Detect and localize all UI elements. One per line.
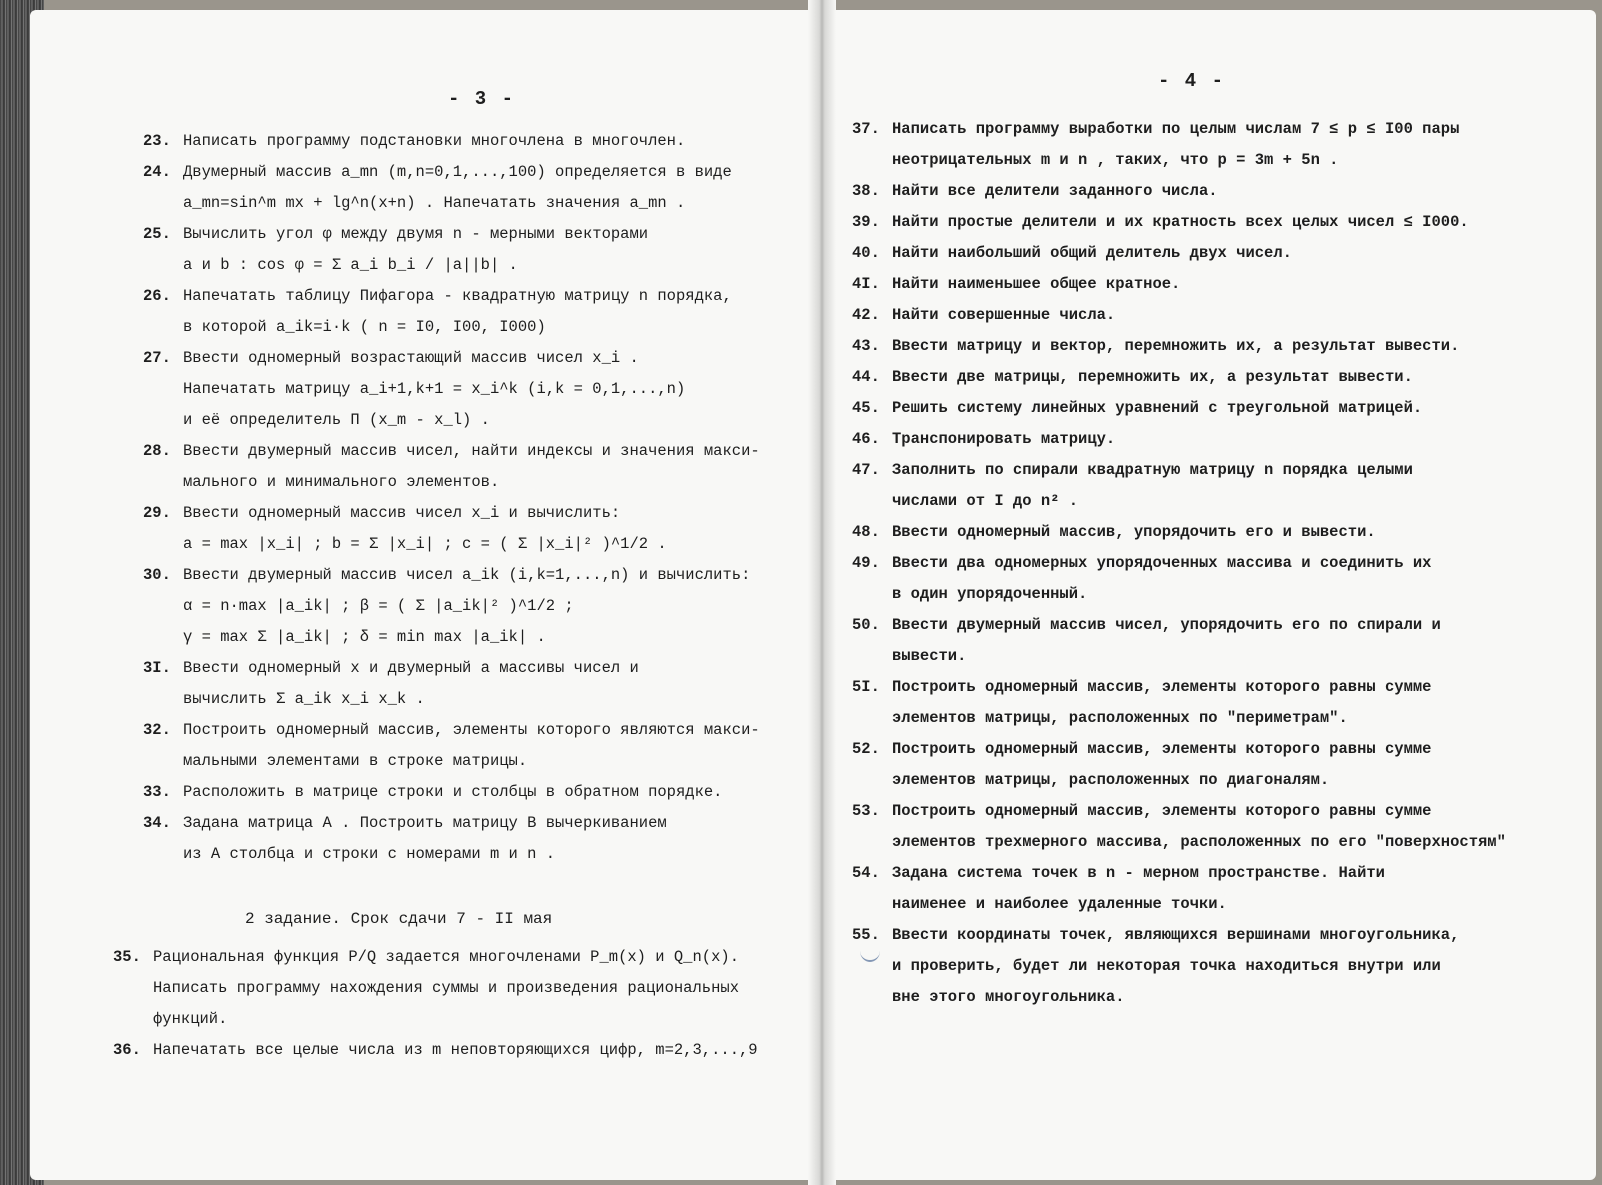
task-line: Ввести координаты точек, являющихся вершинами многоугольника, bbox=[892, 926, 1460, 944]
task-number: 30. bbox=[143, 566, 171, 584]
task-number: 39. bbox=[852, 213, 880, 231]
task-number: 49. bbox=[852, 554, 880, 572]
task-text bbox=[892, 610, 1587, 672]
task-text bbox=[183, 777, 815, 808]
task-number: 4I. bbox=[852, 275, 880, 293]
task-line: Ввести матрицу и вектор, перемножить их, а результат вывести. bbox=[892, 337, 1460, 355]
task-line: Расположить в матрице строки и столбцы в обратном порядке. bbox=[183, 783, 723, 801]
task-text bbox=[892, 331, 1587, 362]
task-number: 27. bbox=[143, 349, 171, 367]
task-line: Построить одномерный массив, элементы которого равны сумме bbox=[892, 678, 1432, 696]
task-number: 53. bbox=[852, 802, 880, 820]
task-line: и проверить, будет ли некоторая точка находиться внутри или bbox=[892, 957, 1441, 975]
task-number: 25. bbox=[143, 225, 171, 243]
task-item bbox=[143, 808, 815, 870]
task-item bbox=[852, 176, 1587, 207]
task-line: a и b : cos φ = Σ a_i b_i / |a||b| . bbox=[183, 256, 518, 274]
task-number: 54. bbox=[852, 864, 880, 882]
task-text bbox=[892, 238, 1587, 269]
right-task-list bbox=[852, 114, 1587, 1013]
task-number: 35. bbox=[113, 948, 141, 966]
task-item bbox=[852, 207, 1587, 238]
task-number: 34. bbox=[143, 814, 171, 832]
task-line: a_mn=sin^m mx + lg^n(x+n) . Напечатать значения a_mn . bbox=[183, 194, 686, 212]
task-number: 29. bbox=[143, 504, 171, 522]
task-line: Построить одномерный массив, элементы которого равны сумме bbox=[892, 802, 1432, 820]
task-text bbox=[892, 517, 1587, 548]
task-text bbox=[183, 498, 815, 560]
task-line: a = max |x_i| ; b = Σ |x_i| ; c = ( Σ |x_i|² )^1/2 . bbox=[183, 535, 667, 553]
task-line: Вычислить угол φ между двумя n - мерными векторами bbox=[183, 225, 649, 243]
task-line: и её определитель Π (x_m - x_l) . bbox=[183, 411, 490, 429]
task-text bbox=[892, 393, 1587, 424]
left-task-list-2 bbox=[113, 942, 803, 1066]
task-item bbox=[143, 281, 815, 343]
task-text bbox=[183, 219, 815, 281]
task-line: Ввести двумерный массив чисел a_ik (i,k=1,...,n) и вычислить: bbox=[183, 566, 751, 584]
task-number: 36. bbox=[113, 1041, 141, 1059]
task-text bbox=[892, 362, 1587, 393]
section-heading: 2 задание. Срок сдачи 7 - II мая bbox=[245, 910, 553, 928]
task-number: 24. bbox=[143, 163, 171, 181]
task-line: Задана матрица A . Построить матрицу B вычеркиванием bbox=[183, 814, 667, 832]
task-item bbox=[143, 157, 815, 219]
task-text bbox=[892, 114, 1587, 176]
task-text bbox=[183, 343, 815, 436]
task-number: 5I. bbox=[852, 678, 880, 696]
task-number: 28. bbox=[143, 442, 171, 460]
task-item bbox=[143, 219, 815, 281]
task-number: 50. bbox=[852, 616, 880, 634]
task-line: неотрицательных m и n , таких, что p = 3m + 5n . bbox=[892, 151, 1339, 169]
task-number: 32. bbox=[143, 721, 171, 739]
task-item bbox=[143, 777, 815, 808]
task-number: 3I. bbox=[143, 659, 171, 677]
task-line: Напечатать все целые числа из m неповторяющихся цифр, m=2,3,...,9 bbox=[153, 1041, 758, 1059]
task-line: Транспонировать матрицу. bbox=[892, 430, 1116, 448]
task-item bbox=[143, 560, 815, 653]
task-item bbox=[143, 343, 815, 436]
book-gutter bbox=[808, 0, 836, 1185]
task-line: Заполнить по спирали квадратную матрицу n порядка целыми bbox=[892, 461, 1413, 479]
task-line: Написать программу выработки по целым числам 7 ≤ p ≤ I00 пары bbox=[892, 120, 1460, 138]
task-number: 33. bbox=[143, 783, 171, 801]
task-text bbox=[892, 858, 1587, 920]
right-page-number: - 4 - bbox=[1158, 70, 1226, 92]
task-line: Ввести одномерный массив чисел x_i и вычислить: bbox=[183, 504, 621, 522]
ink-mark bbox=[860, 940, 880, 962]
task-line: Ввести двумерный массив чисел, упорядочить его по спирали и bbox=[892, 616, 1441, 634]
task-line: вывести. bbox=[892, 647, 967, 665]
task-item bbox=[852, 920, 1587, 1013]
task-text bbox=[183, 715, 815, 777]
task-line: числами от I до n² . bbox=[892, 492, 1079, 510]
task-text bbox=[892, 796, 1587, 858]
task-item bbox=[113, 1035, 803, 1066]
task-line: Задана система точек в n - мерном пространстве. Найти bbox=[892, 864, 1385, 882]
task-line: Построить одномерный массив, элементы которого равны сумме bbox=[892, 740, 1432, 758]
task-text bbox=[153, 1035, 803, 1066]
task-item bbox=[852, 424, 1587, 455]
task-text bbox=[183, 126, 815, 157]
task-item bbox=[852, 362, 1587, 393]
task-line: Найти наибольший общий делитель двух чисел. bbox=[892, 244, 1292, 262]
task-text bbox=[892, 424, 1587, 455]
task-text bbox=[892, 548, 1587, 610]
task-text bbox=[892, 207, 1587, 238]
task-line: Напечатать матрицу a_i+1,k+1 = x_i^k (i,k = 0,1,...,n) bbox=[183, 380, 686, 398]
task-item bbox=[113, 942, 803, 1035]
task-text bbox=[183, 157, 815, 219]
task-number: 44. bbox=[852, 368, 880, 386]
task-number: 52. bbox=[852, 740, 880, 758]
task-line: в один упорядоченный. bbox=[892, 585, 1088, 603]
task-line: элементов матрицы, расположенных по диагоналям. bbox=[892, 771, 1330, 789]
task-line: мального и минимального элементов. bbox=[183, 473, 500, 491]
task-text bbox=[892, 672, 1587, 734]
task-text bbox=[183, 808, 815, 870]
task-item bbox=[852, 114, 1587, 176]
task-line: Построить одномерный массив, элементы которого являются макси- bbox=[183, 721, 760, 739]
task-line: Найти совершенные числа. bbox=[892, 306, 1116, 324]
task-line: функций. bbox=[153, 1010, 228, 1028]
task-text bbox=[183, 281, 815, 343]
task-item bbox=[852, 517, 1587, 548]
task-item bbox=[852, 331, 1587, 362]
task-text bbox=[183, 436, 815, 498]
task-item bbox=[852, 796, 1587, 858]
task-number: 23. bbox=[143, 132, 171, 150]
task-number: 38. bbox=[852, 182, 880, 200]
task-line: Написать программу нахождения суммы и произведения рациональных bbox=[153, 979, 739, 997]
task-item bbox=[852, 734, 1587, 796]
task-item bbox=[143, 498, 815, 560]
left-task-list bbox=[143, 126, 815, 870]
task-line: Ввести одномерный массив, упорядочить его и вывести. bbox=[892, 523, 1376, 541]
task-line: вычислить Σ a_ik x_i x_k . bbox=[183, 690, 425, 708]
task-text bbox=[153, 942, 803, 1035]
task-line: Напечатать таблицу Пифагора - квадратную матрицу n порядка, bbox=[183, 287, 732, 305]
task-line: Ввести две матрицы, перемножить их, а результат вывести. bbox=[892, 368, 1413, 386]
task-item bbox=[143, 653, 815, 715]
task-line: Найти наименьшее общее кратное. bbox=[892, 275, 1181, 293]
task-line: γ = max Σ |a_ik| ; δ = min max |a_ik| . bbox=[183, 628, 546, 646]
task-item bbox=[852, 548, 1587, 610]
task-line: Ввести одномерный возрастающий массив чисел x_i . bbox=[183, 349, 639, 367]
task-line: Найти простые делители и их кратность всех целых чисел ≤ I000. bbox=[892, 213, 1469, 231]
task-number: 40. bbox=[852, 244, 880, 262]
task-item bbox=[852, 672, 1587, 734]
task-item bbox=[852, 269, 1587, 300]
task-item bbox=[852, 238, 1587, 269]
task-line: элементов трехмерного массива, расположенных по его "поверхностям" bbox=[892, 833, 1506, 851]
task-number: 26. bbox=[143, 287, 171, 305]
task-line: мальными элементами в строке матрицы. bbox=[183, 752, 528, 770]
task-number: 45. bbox=[852, 399, 880, 417]
task-item bbox=[852, 858, 1587, 920]
task-number: 48. bbox=[852, 523, 880, 541]
task-line: из A столбца и строки с номерами m и n . bbox=[183, 845, 556, 863]
task-line: Рациональная функция P/Q задается многочленами P_m(x) и Q_n(x). bbox=[153, 948, 739, 966]
task-item bbox=[852, 610, 1587, 672]
task-line: в которой a_ik=i·k ( n = I0, I00, I000) bbox=[183, 318, 546, 336]
task-line: Написать программу подстановки многочлена в многочлен. bbox=[183, 132, 686, 150]
task-number: 37. bbox=[852, 120, 880, 138]
task-number: 55. bbox=[852, 926, 880, 944]
task-line: Найти все делители заданного числа. bbox=[892, 182, 1218, 200]
task-text bbox=[183, 653, 815, 715]
task-number: 42. bbox=[852, 306, 880, 324]
task-text bbox=[892, 269, 1587, 300]
task-number: 47. bbox=[852, 461, 880, 479]
task-line: Ввести два одномерных упорядоченных массива и соединить их bbox=[892, 554, 1432, 572]
task-item bbox=[143, 715, 815, 777]
task-item bbox=[852, 393, 1587, 424]
task-text bbox=[183, 560, 815, 653]
task-text bbox=[892, 176, 1587, 207]
task-line: элементов матрицы, расположенных по "периметрам". bbox=[892, 709, 1348, 727]
task-line: наименее и наиболее удаленные точки. bbox=[892, 895, 1227, 913]
task-text bbox=[892, 920, 1587, 1013]
task-text bbox=[892, 734, 1587, 796]
task-number: 46. bbox=[852, 430, 880, 448]
task-number: 43. bbox=[852, 337, 880, 355]
task-line: Ввести двумерный массив чисел, найти индексы и значения макси- bbox=[183, 442, 760, 460]
task-line: Двумерный массив a_mn (m,n=0,1,...,100) определяется в виде bbox=[183, 163, 732, 181]
task-item bbox=[852, 455, 1587, 517]
task-item bbox=[852, 300, 1587, 331]
task-item bbox=[143, 436, 815, 498]
left-page-number: - 3 - bbox=[448, 88, 516, 110]
task-line: Ввести одномерный x и двумерный a массивы чисел и bbox=[183, 659, 639, 677]
task-text bbox=[892, 300, 1587, 331]
task-line: Решить систему линейных уравнений с треугольной матрицей. bbox=[892, 399, 1423, 417]
right-page bbox=[822, 10, 1596, 1180]
task-item bbox=[143, 126, 815, 157]
task-text bbox=[892, 455, 1587, 517]
task-line: вне этого многоугольника. bbox=[892, 988, 1125, 1006]
task-line: α = n·max |a_ik| ; β = ( Σ |a_ik|² )^1/2 ; bbox=[183, 597, 574, 615]
